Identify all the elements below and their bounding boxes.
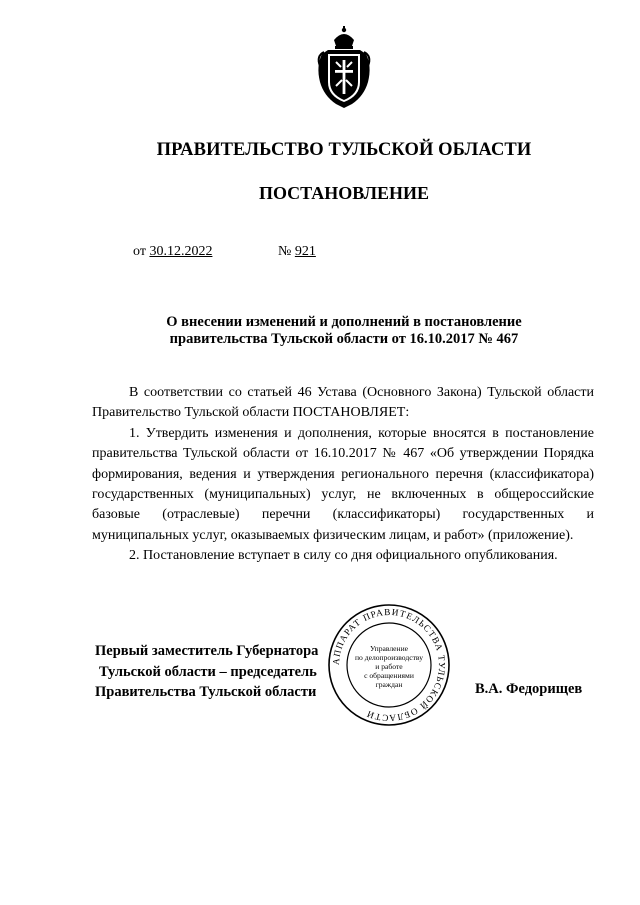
body-paragraph-3: 2. Постановление вступает в силу со дня официального опубликования. — [129, 548, 558, 564]
signatory-name: В.А. Федорищев — [475, 681, 583, 697]
position-line-3: Правительства Тульской области — [95, 684, 317, 700]
document-body — [92, 383, 594, 567]
document-subject — [120, 314, 568, 348]
document-number — [278, 244, 316, 260]
document-date — [133, 244, 212, 260]
stamp-line-4: с обращениями — [364, 671, 414, 681]
date-value: 30.12.2022 — [149, 244, 213, 259]
position-line-1: Первый заместитель Губернатора — [95, 643, 319, 659]
stamp-ring-text: АППАРАТ ПРАВИТЕЛЬСТВА ТУЛЬСКОЙ ОБЛАСТИ — [330, 606, 448, 724]
tula-coat-of-arms-icon — [314, 26, 374, 110]
subject-line-2: правительства Тульской области от 16.10.2017 № 467 — [169, 331, 519, 347]
stamp-line-3: и работе — [375, 662, 403, 672]
stamp-inner-text — [345, 644, 433, 689]
stamp-line-2: по делопроизводству — [354, 653, 424, 663]
subject-line-1: О внесении изменений и дополнений в постановление — [166, 314, 522, 330]
date-prefix: от — [133, 244, 146, 259]
stamp-line-5: граждан — [375, 680, 403, 690]
stamp-line-1: Управление — [369, 644, 409, 653]
position-line-2: Тульской области – председатель — [99, 663, 317, 680]
number-value: 921 — [294, 244, 316, 259]
government-title: ПРАВИТЕЛЬСТВО ТУЛЬСКОЙ ОБЛАСТИ — [156, 140, 532, 160]
signatory-position — [95, 641, 318, 703]
body-paragraph-1: В соответствии со статьей 46 Устава (Основного Закона) Тульской области Правительство Тульской области ПОСТАНОВЛЯЕТ: — [92, 385, 594, 421]
body-paragraph-2: 1. Утвердить изменения и дополнения, которые вносятся в постановление правительства Тульской области от 16.10.2017 № 467 «Об утверждении Порядка формирования, ведения и утверждения регионального перечня (классификатора) государственных (муниципальных) услуг, не включенных в общероссийские базовые (отраслевые) перечни (классификаторы) государственных и муниципальных услуг, оказываемых физическим лицам, и работ» (приложение). — [92, 425, 594, 543]
document-type: ПОСТАНОВЛЕНИЕ — [258, 183, 430, 203]
number-prefix: № — [278, 244, 292, 259]
